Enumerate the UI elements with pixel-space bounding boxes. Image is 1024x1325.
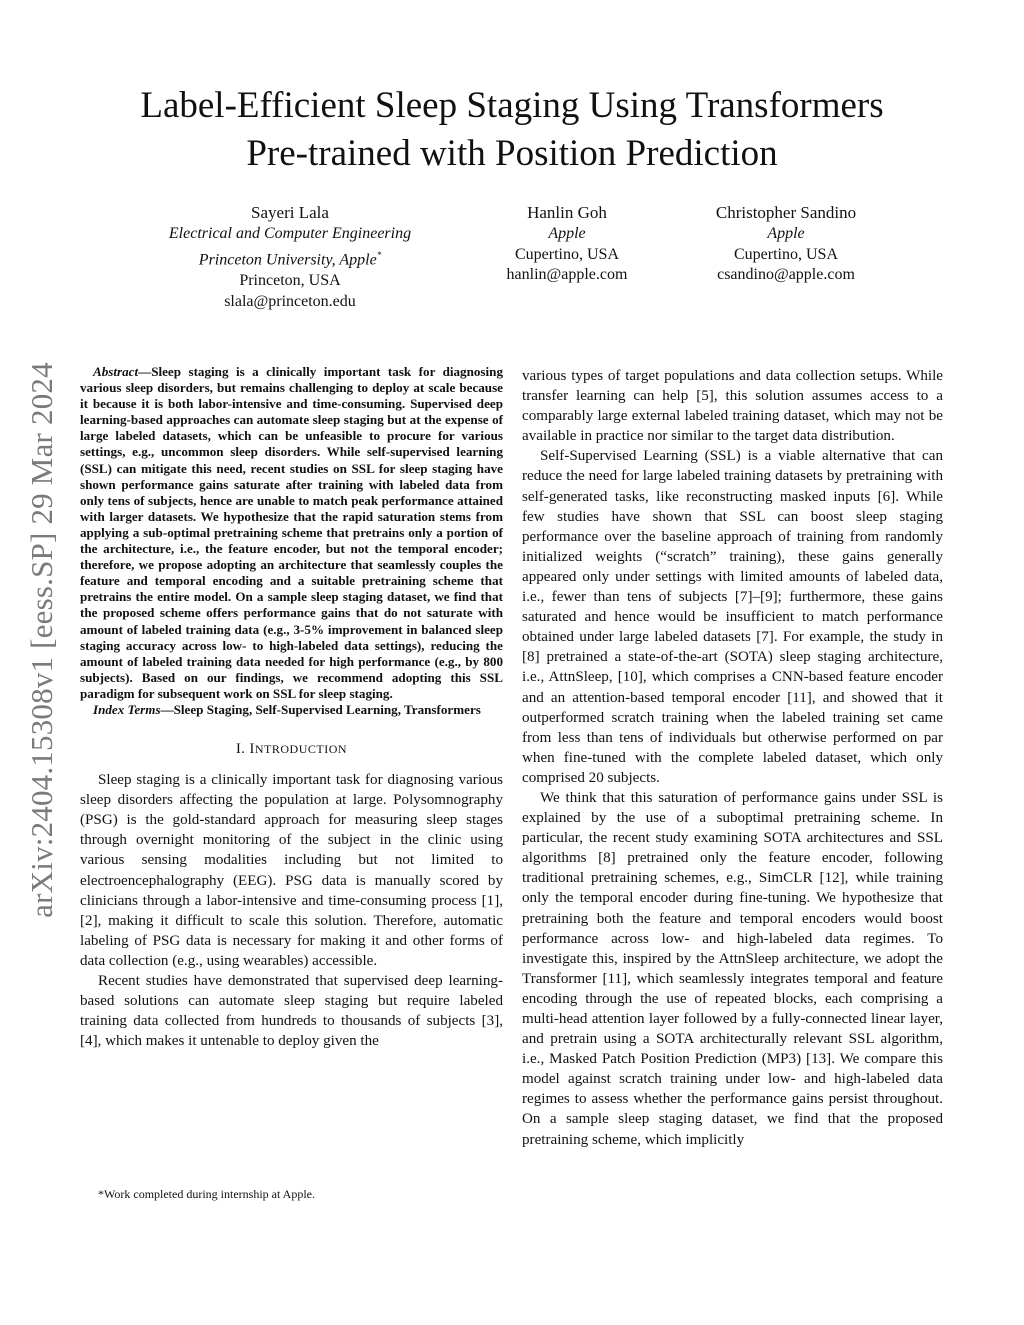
author-location: Cupertino, USA — [515, 245, 619, 263]
author-affiliation: Apple — [767, 224, 805, 242]
author-affiliation: Apple — [548, 224, 586, 242]
author-name: Hanlin Goh — [527, 203, 607, 222]
abstract — [80, 364, 503, 702]
author-block-2 — [477, 203, 657, 286]
index-terms-text: —Sleep Staging, Self-Supervised Learning, Transformers — [160, 701, 481, 717]
right-column — [522, 366, 943, 1150]
title-line-2: Pre-trained with Position Prediction — [246, 133, 778, 174]
index-terms — [80, 702, 503, 718]
paper-title — [60, 82, 964, 178]
paragraph: Recent studies have demonstrated that supervised deep learning-based solutions can automate sleep staging but require labeled training data collected from hundreds to thousands of subjects [3], [4], which makes it untenable to deploy given the — [80, 973, 503, 1050]
author-block-3 — [686, 203, 886, 286]
author-location: Cupertino, USA — [734, 245, 838, 263]
author-email: hanlin@apple.com — [506, 266, 628, 284]
paragraph: Self-Supervised Learning (SSL) is a viable alternative that can reduce the need for large labeled training datasets by pretraining with self-generated tasks, like reconstructing masked inputs [6]. While few studies have shown that SSL can boost sleep staging performance over the baseline approach of training from randomly initialized weights (“scratch” training), these gains generally appeared only under settings with limited amounts of labeled data, i.e., fewer than tens of subjects [7]–[9]; furthermore, these gains saturated and hence would be insufficient to match performance obtained under large labeled datasets [7]. For example, the study in [8] pretrained a state-of-the-art (SOTA) sleep staging architecture, i.e., AttnSleep, [10], which comprises a CNN-based feature encoder and an attention-based temporal encoder [11], and showed that it outperformed scratch training when the labeled training set came from less than tens of individuals but otherwise performed on par when fine-tuned with the complete labeled dataset, which only comprised 20 subjects. — [522, 448, 943, 786]
author-block-1 — [140, 203, 440, 312]
left-column — [80, 364, 503, 1051]
paragraph: We think that this saturation of performance gains under SSL is explained by the use of a suboptimal pretraining scheme. In particular, the recent study examining SOTA architectures and SSL algorithms [8] pretrained only the feature encoder, following traditional pretraining schemes, e.g., SimCLR [12], while training only the temporal encoder during fine-tuning. We hypothesize that pretraining both the feature and temporal encoders would boost performance across low- and high-labeled data regimes. To investigate this, inspired by the AttnSleep architecture, we adopt the Transformer [11], which seamlessly integrates temporal and feature encoding through the use of repeated blocks, each comprising a multi-head attention layer followed by a fully-connected linear layer, and pretrain using a SOTA architecturally relevant SSL algorithm, i.e., Masked Patch Position Prediction (MP3) [13]. We compare this model against scratch training under low- and high-labeled data regimes to assess whether the performance gains persist throughout. On a sample sleep staging dataset, we find that the proposed pretraining scheme, which implicitly — [522, 789, 943, 1148]
author-affiliation: Princeton University, Apple* — [198, 249, 382, 268]
abstract-text: —Sleep staging is a clinically important task for diagnosing various sleep disorders, but remains challenging to deploy at scale because it because it is both labor-intensive and time-consuming. Supervised deep learning-based approaches can automate sleep staging but at the expense of large labeled datasets, which can be unfeasible to procure for various settings, e.g., uncommon sleep disorders. While self-supervised learning (SSL) can mitigate this need, recent studies on SSL for sleep staging have shown performance gains saturate after training with labeled data from only tens of subjects, hence are unable to match peak performance attained with larger datasets. We hypothesize that the rapid saturation stems from applying a sub-optimal pretraining scheme that pretrains only a portion of the architecture, i.e., the feature encoder, but not the temporal encoder; therefore, we propose adopting an architecture that seamlessly couples the feature and temporal encoding and a suitable pretraining scheme that pretrains the entire model. On a sample sleep staging dataset, we find that the proposed scheme offers performance gains that do not saturate with amount of labeled training data (e.g., 3-5% improvement in balanced sleep staging accuracy across low- to high-labeled data settings), reducing the amount of labeled training data needed for high performance (e.g., by 800 subjects). Based on our findings, we recommend adopting this SSL paradigm for subsequent work on SSL for sleep staging. — [80, 364, 503, 701]
index-terms-label: Index Terms — [93, 701, 161, 717]
title-line-1: Label-Efficient Sleep Staging Using Transformers — [140, 85, 884, 126]
author-location: Princeton, USA — [239, 271, 341, 289]
footnote-mark: * — [376, 249, 382, 260]
paragraph: various types of target populations and data collection setups. While transfer learning can help [5], this solution assumes access to a comparably large external labeled training dataset, which may not be available in practice nor similar to the target data distribution. — [522, 368, 943, 445]
author-email: slala@princeton.edu — [224, 292, 356, 310]
arxiv-identifier: arXiv:2404.15308v1 [eess.SP] 29 Mar 2024 — [24, 362, 59, 918]
author-name: Sayeri Lala — [251, 203, 329, 222]
section-heading-introduction: I. INTRODUCTION — [235, 741, 348, 758]
author-affiliation: Electrical and Computer Engineering — [168, 224, 412, 242]
author-email: csandino@apple.com — [717, 266, 855, 284]
arxiv-sidebar — [22, 320, 62, 960]
paragraph: Sleep staging is a clinically important task for diagnosing various sleep disorders affecting the population at large. Polysomnography (PSG) is the gold-standard approach for measuring sleep stages through overnight monitoring of the subject in the clinic using various sensing modalities including but not limited to electroencephalography (EEG). PSG data is manually scored by clinicians through a labor-intensive and time-consuming process [1], [2], making it difficult to scale this solution. Therefore, automatic labeling of PSG data is necessary for making it and other forms of data collection (e.g., using wearables) accessible. — [80, 772, 503, 969]
abstract-label: Abstract — [93, 364, 139, 379]
footnote: *Work completed during internship at Apple. — [98, 1187, 315, 1201]
author-name: Christopher Sandino — [715, 203, 857, 222]
